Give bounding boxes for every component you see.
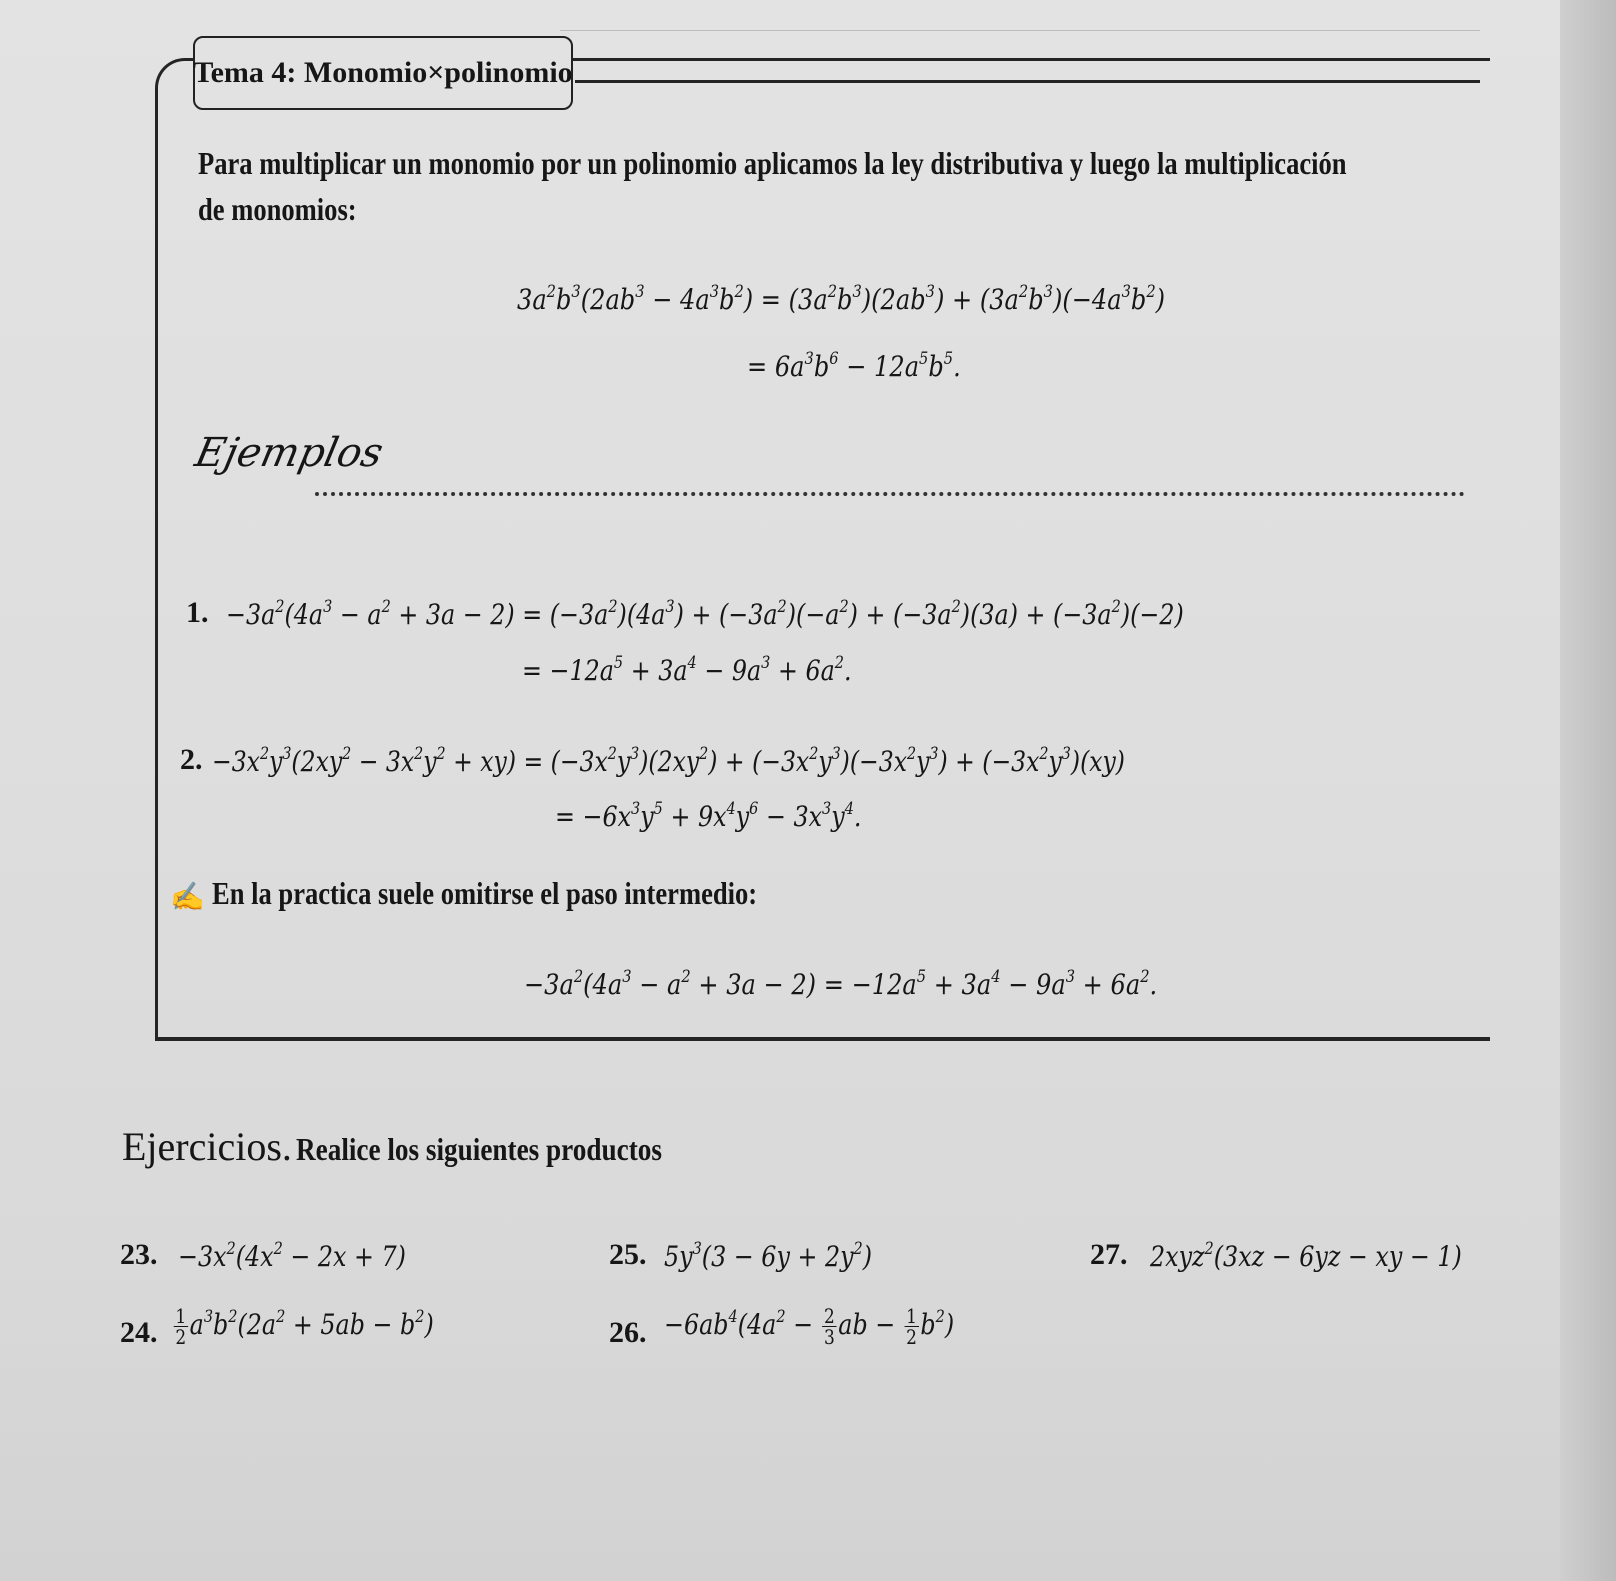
exercise-27-expression: 2xyz$^2$(3xz − 6yz − xy − 1) (1150, 1239, 1462, 1273)
exercise-23-expression: $-3x^2(4x^2 - 2x + 7)$ (178, 1239, 406, 1273)
example-1-line-2: = $-12a^5 + 3a^4 - 9a^3 + 6a^2$. (522, 653, 852, 687)
exercise-27-number: 27. (1090, 1238, 1128, 1271)
intro-line-1: Para multiplicar un monomio por un polinomio aplicamos la ley distributiva y luego la multiplicación (198, 145, 1347, 181)
exercise-25-expression: $5y^3(3 - 6y + 2y^2)$ (664, 1239, 873, 1273)
dotted-rule (315, 492, 1465, 496)
page-shadow (1560, 0, 1616, 1581)
exercise-23-number: 23. (120, 1238, 158, 1271)
exercise-26-expression: $-6ab^4(4a^2$ − $\frac{2}{3}$ ab − $\frac{1}{2}$ $b^2$) (664, 1304, 955, 1349)
main-formula-line-1: $3a^2b^3(2ab^3 - 4a^3b^2) = (3a^2b^3)(2ab^3) + (3a^2b^3)(-4a^3b^2)$ (517, 282, 1166, 316)
top-rule (560, 30, 1480, 31)
exercises-subtitle: Realice los siguientes productos (295, 1131, 662, 1167)
exercises-heading (122, 1123, 726, 1170)
example-2-line-1: $-3x^2y^3(2xy^2 - 3x^2y^2 + xy) = (-3x^2y^3)(2xy^2) + (-3x^2y^3)(-3x^2y^3) + (-3x^2y^3)(xy)$ (212, 744, 1125, 778)
intro-line-2: de monomios: (198, 191, 357, 227)
exercises-title: Ejercicios. (122, 1124, 292, 1169)
exercise-26-number: 26. (609, 1316, 647, 1349)
example-2-number: 2. (180, 743, 203, 776)
ejemplos-heading: Ejemplos (191, 430, 388, 476)
intro-text (198, 140, 1347, 232)
example-1-number: 1. (186, 596, 209, 629)
writing-hand-icon: ✍ (170, 880, 205, 913)
topic-label: Tema 4: Monomio×polinomio (193, 36, 573, 110)
exercise-25-number: 25. (609, 1238, 647, 1271)
exercise-24-number: 24. (120, 1316, 158, 1349)
note-formula: $-3a^2(4a^3 - a^2 + 3a - 2) = -12a^5 + 3a^4 - 9a^3 + 6a^2$. (524, 967, 1158, 1001)
note-text: En la practica suele omitirse el paso intermedio: (212, 875, 758, 911)
exercise-24-expression: $\frac{1}{2}$ $a^3b^2(2a^2 + 5ab - b^2)$ (175, 1304, 434, 1349)
main-formula-line-2: = $6a^3b^6 - 12a^5b^5$. (747, 349, 961, 383)
example-2-line-2: = $-6x^3y^5 + 9x^4y^6 - 3x^3y^4$. (555, 799, 862, 833)
example-1-line-1: $-3a^2(4a^3 - a^2 + 3a - 2) = (-3a^2)(4a^3) + (-3a^2)(-a^2) + (-3a^2)(3a) + (-3a^2)(-2)$ (226, 597, 1184, 631)
theory-box-top-border (575, 80, 1480, 83)
